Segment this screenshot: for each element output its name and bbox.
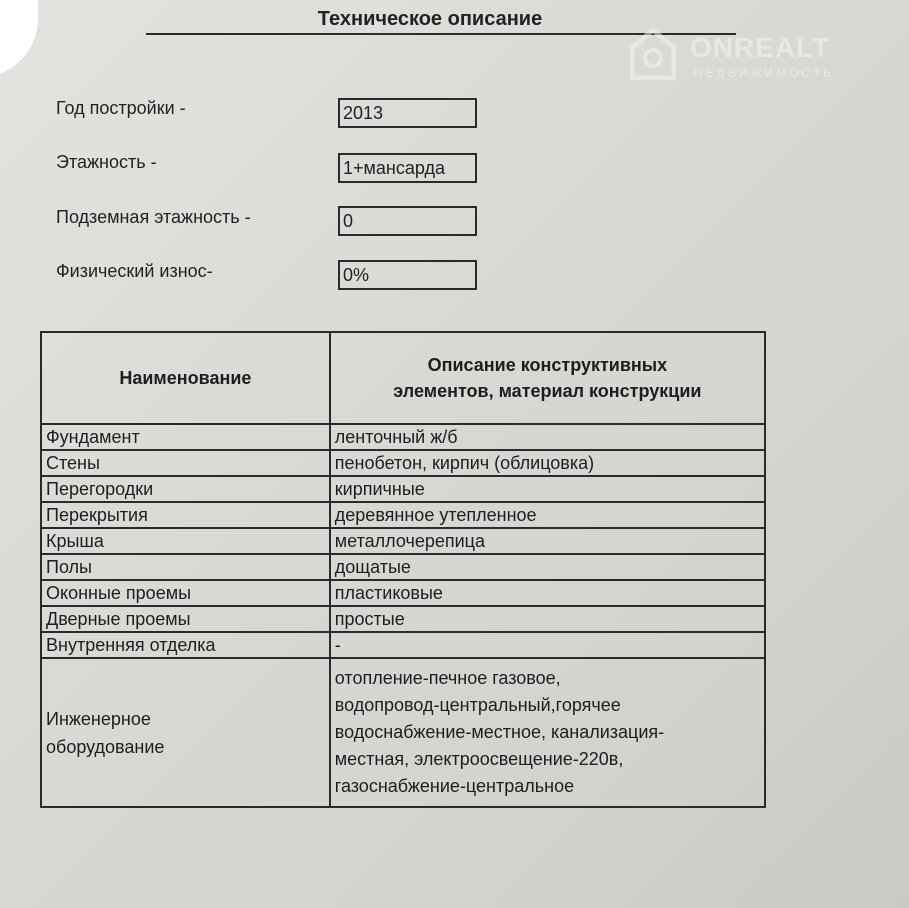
engineering-value-line: водоснабжение-местное, канализация-	[334, 722, 665, 742]
engineering-name-line1: Инженерное	[46, 708, 151, 729]
header-name: Наименование	[41, 332, 330, 424]
engineering-value	[330, 658, 765, 807]
table-row	[41, 606, 765, 632]
table-row	[41, 502, 765, 528]
build-year-value: 2013	[338, 98, 477, 128]
watermark-subtitle: НЕДВИЖИМОСТЬ	[694, 66, 834, 80]
floors-label: Этажность -	[56, 152, 157, 172]
table-row	[41, 554, 765, 580]
physical-wear-label: Физический износ-	[56, 261, 213, 281]
row-name: Перекрытия	[41, 502, 330, 528]
row-name: Внутренняя отделка	[41, 632, 330, 658]
header-description-line2: элементов, материал конструкции	[393, 381, 702, 401]
physical-wear-value: 0%	[338, 260, 477, 290]
row-value: дощатые	[330, 554, 765, 580]
house-logo-icon	[630, 28, 676, 80]
row-name: Дверные проемы	[41, 606, 330, 632]
row-name: Перегородки	[41, 476, 330, 502]
watermark	[630, 28, 890, 84]
row-value: ленточный ж/б	[330, 424, 765, 450]
engineering-value-line: местная, электроосвещение-220в,	[334, 749, 624, 769]
build-year-label: Год постройки -	[56, 98, 186, 118]
document-title: Техническое описание	[317, 8, 543, 30]
table-row	[41, 632, 765, 658]
row-value: пенобетон, кирпич (облицовка)	[330, 450, 765, 476]
row-value: деревянное утепленное	[330, 502, 765, 528]
header-description-line1: Описание конструктивных	[427, 355, 668, 375]
table-row	[41, 424, 765, 450]
corner-overlay	[0, 0, 38, 78]
row-value: простые	[330, 606, 765, 632]
row-name: Фундамент	[41, 424, 330, 450]
header-description	[330, 332, 765, 424]
table-row	[41, 476, 765, 502]
engineering-name-line2: оборудование	[46, 736, 165, 757]
row-name: Полы	[41, 554, 330, 580]
watermark-name: ONREALT	[690, 32, 831, 63]
row-name: Оконные проемы	[41, 580, 330, 606]
underground-floors-value: 0	[338, 206, 477, 236]
engineering-value-line: отопление-печное газовое,	[334, 668, 561, 688]
engineering-value-line: газоснабжение-центральное	[334, 776, 575, 796]
table-row-engineering	[41, 658, 765, 807]
table-row	[41, 580, 765, 606]
table-row	[41, 528, 765, 554]
underground-floors-label: Подземная этажность -	[56, 207, 251, 227]
floors-value: 1+мансарда	[338, 153, 477, 183]
engineering-value-line: водопровод-центральный,горячее	[334, 695, 621, 715]
construction-spec-table	[40, 331, 766, 808]
row-value: пластиковые	[330, 580, 765, 606]
row-name: Крыша	[41, 528, 330, 554]
row-value: металлочерепица	[330, 528, 765, 554]
row-name: Стены	[41, 450, 330, 476]
engineering-name	[41, 658, 330, 807]
row-value: -	[330, 632, 765, 658]
table-row	[41, 450, 765, 476]
row-value: кирпичные	[330, 476, 765, 502]
table-header-row	[41, 332, 765, 424]
